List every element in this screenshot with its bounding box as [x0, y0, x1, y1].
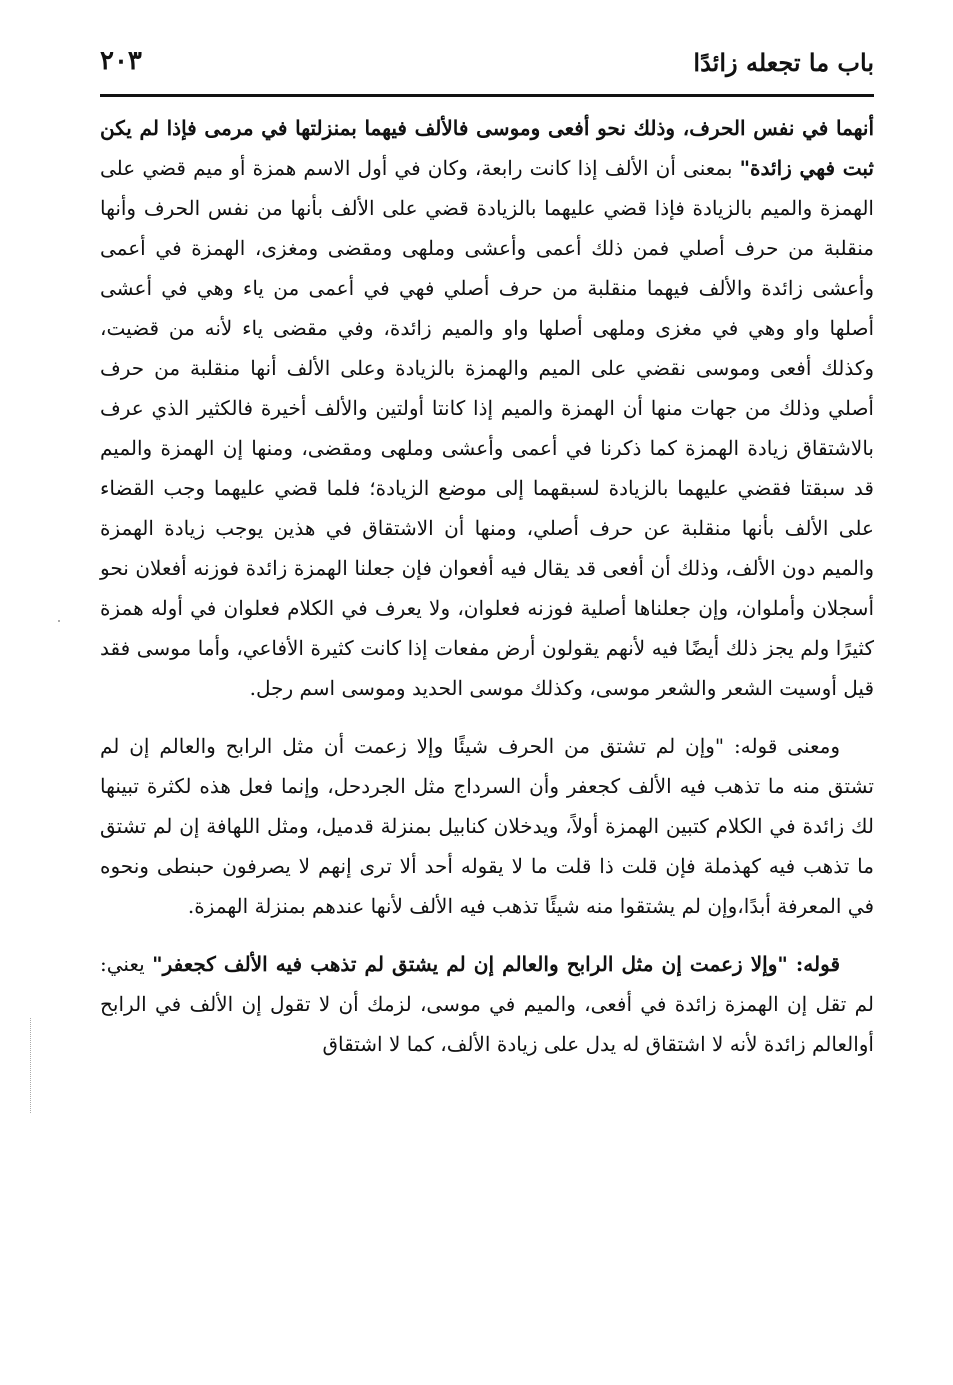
paragraph-text: ومعنى قوله: "وإن لم تشتق من الحرف شيئًا وإلا زعمت أن مثل الرابح والعالم إن لم تشتق منه ما تذهب فيه الألف كجعفر وأن السرداج مثل الجردحل، وإنما فعل هذه لكثرة تبينها لك زائدة في الكلام كتبين الهمزة أولاً، ويدخلان كنابيل بمنزلة قدميل، ومثل اللهافة إن لم تشتق ما تذهب فيه كهذملة فإن قلت ذا قلت ما لا يقوله أحد ألا ترى إنهم لا يصرفون حبنطى ونحوه في المعرفة أبدًا،وإن لم يشتقوا منه شيئًا تذهب فيه الألف لأنها عندهم بمنزلة الهمزة.: [100, 734, 874, 918]
bold-quotation: أنهما في نفس الحرف، وذلك نحو أفعى وموسى فالألف فيهما بمنزلتها في مرمى فإذا لم يكن ثبت فهي زائدة": [100, 116, 874, 180]
running-title: باب ما تجعله زائدًا: [693, 48, 874, 77]
paragraph-text: بمعنى أن الألف إذا كانت رابعة، وكان في أول الاسم همزة أو ميم قضي على الهمزة والميم بالزيادة فإذا قضي عليهما بالزيادة قضي على الألف بأنها من نفس الحرف وأنها منقلبة من حرف أصلي فمن ذلك أعمى وأعشى وملهى ومقضى ومغزى، الهمزة في أعمى وأعشى زائدة والألف فيهما منقلبة من حرف أصلي فهي في أعمى من ياء وهي في أعشى أصلها واو وهي في مغزى وملهى أصلها واو والميم زائدة، وفي مقضى ياء لأنه من قضيت، وكذلك أفعى وموسى نقضي على الميم والهمزة بالزيادة وعلى الألف أنها منقلبة من حرف أصلي وذلك من جهات منها أن الهمزة والميم إذا كانتا أولتين والألف أخيرة فالكثير الذي عرف بالاشتقاق زيادة الهمزة كما ذكرنا في أعمى وأعشى وملهى ومقضى، ومنها إن الهمزة والميم قد سبقتا فقضي عليهما بالزيادة لسبقهما إلى موضع الزيادة؛ فلما قضي عليهما وجب القضاء على الألف بأنها منقلبة عن حرف أصلي، ومنها أن الاشتقاق في هذين يوجب زيادة الهمزة والميم دون الألف، وذلك أن أفعى قد يقال فيه أفعوان فإن جعلنا الهمزة زائدة فوزنه أفعلان نحو أسجلان وأملوان، وإن جعلناها أصلية فوزنه فعلوان، ولا يعرف في الكلام فعلوان في أوله همزة كثيرًا ولم يجز ذلك أيضًا فيه لأنهم يقولون أرض مفعات إذا كانت كثيرة الأفاعي، وأما موسى فقد قيل أوسيت الشعر والشعر موسى، وكذلك موسى الحديد وموسى اسم رجل.: [100, 156, 874, 700]
paragraph-2: [100, 726, 874, 926]
page-number: ٢٠٣: [100, 46, 142, 76]
paragraph-1: [100, 108, 874, 708]
body-text: [100, 108, 874, 1064]
paragraph-3: [100, 944, 874, 1064]
paragraph-text: يعني: لم تقل إن الهمزة زائدة في أفعى، والميم في موسى، لزمك أن لا تقول إن الألف في الرابح أوالعالم زائدة لأنه لا اشتقاق له يدل على زيادة الألف، كما لا اشتقاق: [100, 952, 874, 1056]
scan-margin-mark: [30, 1018, 33, 1113]
bold-quotation: قوله: "وإلا زعمت إن مثل الرابح والعالم إن لم يشتق لم تذهب فيه الألف كجعفر": [152, 952, 840, 976]
page-header: [100, 40, 874, 92]
scan-speck: [58, 620, 60, 622]
header-rule: [100, 94, 874, 97]
